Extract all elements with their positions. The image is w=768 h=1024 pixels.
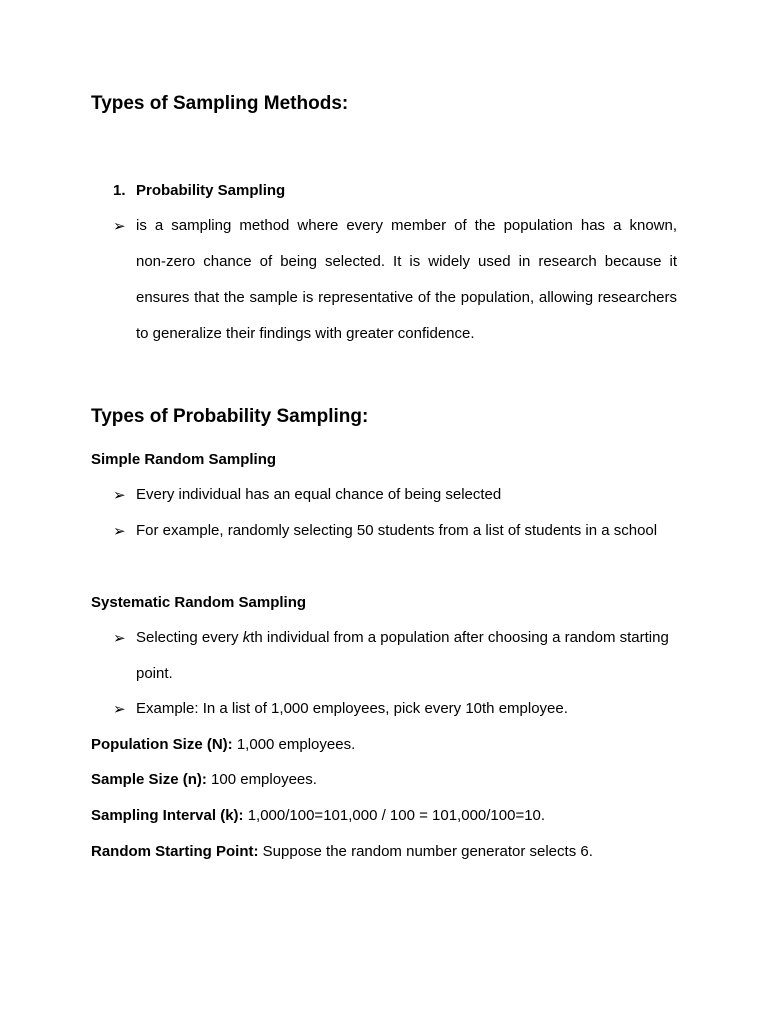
population-size-row [91,736,355,753]
simple-random-bullet: For example, randomly selecting 50 students from a list of students in a school [136,522,658,539]
heading-probability-types: Types of Probability Sampling: [91,406,369,427]
arrow-bullet-icon: ➢ [113,218,126,235]
sample-size-row [91,771,317,788]
systematic-example-bullet: Example: In a list of 1,000 employees, pick every 10th employee. [136,700,568,717]
arrow-bullet-icon: ➢ [113,487,126,504]
text-segment: Selecting every [136,629,243,646]
systematic-random-title: Systematic Random Sampling [91,594,307,611]
systematic-bullet-line1 [136,629,677,646]
description-line: to generalize their findings with greater confidence. [136,325,475,342]
heading-sampling-methods: Types of Sampling Methods: [91,93,349,114]
detail-label: Population Size (N): [91,736,233,753]
systematic-bullet-text [136,629,669,646]
detail-label: Sample Size (n): [91,771,207,788]
description-line: non-zero chance of being selected. It is widely used in research because it [136,253,677,270]
detail-value: 1,000 employees. [232,736,356,753]
detail-label: Random Starting Point: [91,843,259,860]
detail-value: 100 employees. [206,771,317,788]
detail-value: Suppose the random number generator selects 6. [258,843,593,860]
arrow-bullet-icon: ➢ [113,701,126,718]
simple-random-title: Simple Random Sampling [91,451,277,468]
italic-k: k [242,629,251,646]
arrow-bullet-icon: ➢ [113,523,126,540]
simple-random-bullet: Every individual has an equal chance of being selected [136,486,502,503]
text-segment: th individual from a population after choosing a random starting [250,629,669,646]
systematic-bullet-line2: point. [136,665,173,682]
detail-label: Sampling Interval (k): [91,807,244,824]
random-starting-point-row [91,843,593,860]
probability-sampling-title: Probability Sampling [136,182,286,199]
detail-value: 1,000/100=101,000 / 100 = 101,000/100=10. [243,807,546,824]
description-line: ensures that the sample is representative of the population, allowing researchers [136,289,677,306]
list-number: 1. [113,182,126,199]
sampling-interval-row [91,807,545,824]
arrow-bullet-icon: ➢ [113,630,126,647]
probability-sampling-description [136,208,677,352]
description-line: is a sampling method where every member of the population has a known, [136,217,677,234]
